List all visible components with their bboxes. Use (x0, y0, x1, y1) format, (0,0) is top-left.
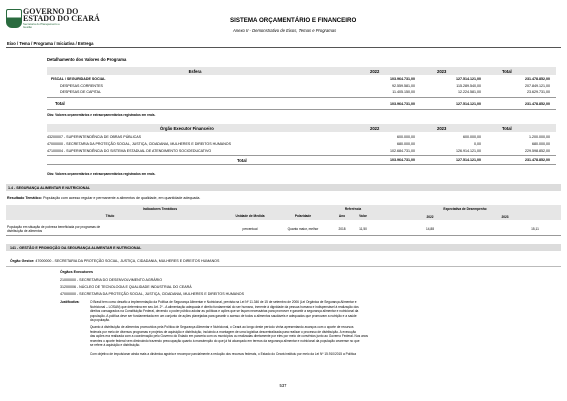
indicador-2022: 14,88 (426, 227, 434, 231)
page-subtitle: Anexo II - Demonstrativo de Eixos, Temas e Programas (233, 28, 337, 33)
page-title: SISTEMA ORÇAMENTÁRIO E FINANCEIRO (230, 17, 357, 24)
justificativa-line: direitos consagrados na Constituição Federal, devendo o poder público adotar as políticas e ações que se façam necessárias para promover e garantir a segurança alimentar e nutricional da (90, 309, 359, 313)
col-valor: Valor (359, 214, 367, 218)
orgao-col-2023: 2023 (437, 125, 447, 131)
justificativa-line: da população. (90, 318, 111, 322)
esfera-row-2023: 12.224.581,00 (458, 90, 481, 94)
col-titulo: Título (105, 214, 115, 218)
esfera-total-2022: 103.964.731,00 (390, 101, 415, 106)
justificativa-label: Justificativa: (60, 300, 80, 304)
justificativa-line: recentes o aporte federal vem diminuindo trazendo preocupação quanto à manutenção do que já foi alcançado em termos da segurança alimentar e nutricional da população cearense no que (90, 338, 360, 343)
justificativa-line: população. A política deve ser fundamentada em um conjunto de ações planejadas para garantir o acesso de todos a alimentos saudáveis e adequados que promovam a nutrição e a saúde (90, 313, 357, 318)
indicador-ano: 2018 (338, 227, 346, 231)
col-unidade: Unidade de Medida (235, 214, 265, 218)
esfera-total-2023: 127.514.121,00 (456, 101, 481, 106)
orgao-executor-item: 31200006 - NÚCLEO DE TECNOLOGIA E QUALIDADE INDUSTRIAL DO CEARÁ (60, 285, 192, 289)
col-2022: 2022 (426, 215, 434, 219)
orgao-row-total: 680.000,00 (532, 142, 550, 146)
esfera-row-2022: 11.405.150,00 (392, 90, 415, 94)
resultado-tematico (7, 196, 200, 200)
col-2023: 2023 (501, 215, 509, 219)
esfera-row-2023: 127.514.121,00 (456, 77, 481, 81)
page-number: 537 (279, 383, 287, 388)
indicador-titulo-line1: População em situação de pobreza beneficiada por programas de (7, 225, 101, 229)
indicador-unidade: percentual (242, 227, 258, 231)
justificativa-line: Quanto à distribuição de alimentos promovidos pela Política de Segurança Alimentar e Nutricional, o Ceará ao longo deste período vinha apresentando avanços com o aporte de recursos (90, 325, 354, 329)
orgao-row-label: 47100004 - SUPERINTENDÊNCIA DO SISTEMA ESTADUAL DE ATENDIMENTO SOCIOEDUCATIVO (47, 149, 212, 153)
obs-note: Obs: Valores orçamentários e extraorçamentários registrados em reais. (47, 113, 156, 117)
orgao-row-total: 1.200.000,00 (529, 135, 550, 139)
logo-line2: ESTADO DO CEARÁ (23, 14, 100, 23)
esfera-total-label: Total (55, 101, 65, 106)
orgao-total-2022: 103.964.731,00 (390, 158, 415, 162)
orgao-total-label: Total (237, 157, 247, 163)
justificativa-line: Nutricional – LOSAN) que determina em seu Art. 2º - A alimentação adequada é direito fundamental do ser humano, inerente à dignidade da pessoa humana e indispensável à realização dos (90, 304, 359, 309)
justificativa-line: O Brasil tem como desafio a implementação da Política de Segurança Alimentar e Nutricional, prevista na Lei Nº 11.346 de 15 de setembro de 2006 (Lei Orgânica de Segurança Alimentar e (90, 300, 357, 304)
orgaos-executores-label: Órgãos Executores (60, 270, 93, 274)
orgao-total-2023: 127.514.121,00 (456, 158, 481, 162)
esfera-col-2022: 2022 (370, 68, 380, 74)
orgao-row-2023: 600.000,00 (463, 135, 481, 139)
esfera-total-total: 231.478.852,00 (525, 101, 550, 106)
obs-note: Obs: Valores orçamentários e extraorçamentários registrados em reais. (47, 172, 156, 176)
col-polaridade: Polaridade (294, 214, 312, 218)
orgao-row-label: 43200007 - SUPERINTENDÊNCIA DE OBRAS PÚBLICAS (47, 135, 142, 139)
orgao-row-2022: 600.000,00 (397, 135, 415, 139)
orgao-gestor-value: 47000000 - SECRETARIA DA PROTEÇÃO SOCIAL, JUSTIÇA, CIDADANIA, MULHERES E DIREITOS HUMANOS (35, 259, 220, 263)
breadcrumb: Eixo / Tema / Programa / Iniciativa / Entrega (7, 41, 94, 46)
orgao-row-2023: 0,00 (474, 142, 481, 146)
orgao-executor-item: 47000000 - SECRETARIA DA PROTEÇÃO SOCIAL, JUSTIÇA, CIDADANIA, MULHERES E DIREITOS HUMANOS (60, 292, 244, 296)
esfera-row-total: 207.849.121,00 (525, 83, 550, 88)
orgao-row-2023: 126.914.121,00 (456, 149, 481, 153)
resultado-text: População com acesso regular e permanente a alimentos de qualidade, em quantidade adequada. (43, 196, 201, 200)
detail-title: Detalhamento dos Valores do Programa (47, 57, 127, 62)
orgao-row-total: 229.598.852,00 (525, 149, 550, 153)
esfera-col-2023: 2023 (437, 68, 447, 74)
orgao-col-total: Total (502, 125, 512, 131)
orgao-col-2022: 2022 (370, 125, 380, 131)
esfera-row-2023: 115.289.540,00 (456, 83, 481, 88)
orgao-row-label: 47000000 - SECRETARIA DA PROTEÇÃO SOCIAL, JUSTIÇA, CIDADANIA, MULHERES E DIREITOS HUMANOS (47, 142, 231, 146)
logo-line1: GOVERNO DO (23, 7, 79, 16)
resultado-label: Resultado Temático: (7, 196, 43, 200)
indicador-titulo-line2: distribuição de alimentos (7, 229, 43, 233)
esfera-row-label: FISCAL / SEGURIDADE SOCIAL (51, 77, 106, 81)
esfera-col-label: Esfera (188, 68, 202, 74)
justificativa-line: se refere à aquisição e distribuição. (90, 343, 141, 347)
orgao-total-total: 231.478.852,00 (525, 158, 550, 162)
programa-title: 141 - GESTÃO E PROMOÇÃO DA SEGURANÇA ALIMENTAR E NUTRICIONAL (10, 245, 142, 250)
esfera-row-2022: 103.964.731,00 (390, 77, 415, 81)
justificativa-line: das ações era realizada com a coordenação pelo Governo do Estado em parceria com os municípios ou realizadas diretamente por eles por meio de convênios junto ao Governo Federal. Nos anos (90, 334, 369, 338)
orgao-row-2022: 680.000,00 (397, 142, 415, 146)
expectativa-header: Expectativa de Desempenho (443, 207, 487, 211)
orgao-gestor (10, 259, 219, 263)
orgao-header-row (47, 124, 556, 132)
esfera-row-total: 231.478.852,00 (525, 77, 550, 81)
state-crest-icon (6, 9, 22, 28)
esfera-row-label: DESPESAS DE CAPITAL (60, 90, 102, 94)
indicador-2023: 15,11 (531, 227, 539, 231)
col-ano: Ano (338, 214, 346, 218)
referencia-header: Referência (344, 207, 362, 211)
orgao-gestor-label: Órgão Gestor: (10, 259, 35, 263)
orgao-executor-item: 21000000 - SECRETARIA DO DESENVOLVIMENTO AGRÁRIO (60, 278, 163, 282)
indicadores-group-header: Indicadores Temáticos (142, 207, 178, 211)
logo-line3: Secretaria do Planejamento e Gestão (23, 22, 60, 29)
orgao-row-2022: 102.684.731,00 (390, 149, 415, 153)
orgao-col-label: Órgão Executor Financeiro (160, 125, 214, 131)
indicador-polaridade: Quanto maior, melhor (287, 227, 319, 231)
justificativa-line: Com objetivo de impulsionar ainda mais a dinâmica agrária e recompor parcialmente a redução dos recursos federais, o Estado do Ceará instituiu por meio da Lei Nº 15.910/2015 a Política (90, 352, 357, 356)
indicador-valor: 11,50 (359, 227, 367, 231)
esfera-row-total: 23.629.731,00 (527, 90, 550, 94)
justificativa-line: federais por meio de diversos programas e projetos de aquisição e distribuição, incluindo a montagem de uma logística descentralizada para realizar o processo de distribuição. A execução (90, 329, 357, 334)
esfera-row-label: DESPESAS CORRENTES (60, 83, 103, 88)
esfera-row-2022: 92.559.581,00 (392, 83, 415, 88)
esfera-col-total: Total (502, 68, 512, 74)
tema-title: 1.4 - SEGURANÇA ALIMENTAR E NUTRICIONAL (8, 185, 91, 190)
